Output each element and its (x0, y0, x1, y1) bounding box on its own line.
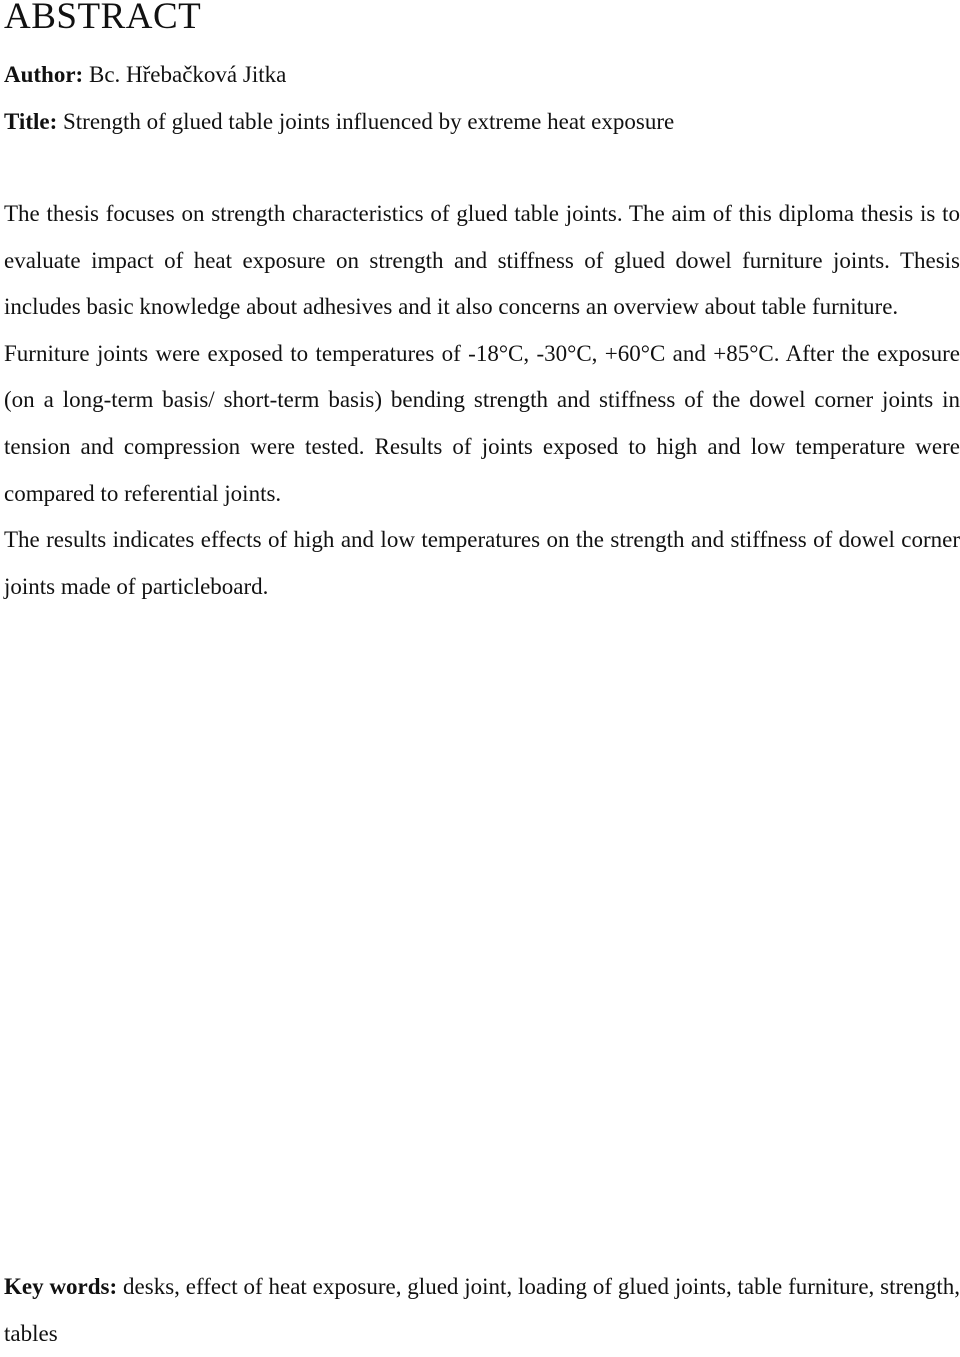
title-label: Title: (4, 109, 58, 134)
keywords-list: desks, effect of heat exposure, glued joint, loading of glued joints, table furniture, strength, tables (4, 1274, 960, 1346)
abstract-paragraph: Furniture joints were exposed to temperatures of -18°C, -30°C, +60°C and +85°C. After the exposure (on a long-term basis/ short-term basis) bending strength and stiffness of the dowel corner joints in tension and compression were tested. Results of joints exposed to high and low temperature were compared to referential joints. (4, 340, 960, 506)
author-name: Bc. Hřebačková Jitka (88, 62, 287, 87)
abstract-heading: ABSTRACT (4, 0, 202, 37)
title-line (4, 107, 674, 137)
keywords-label: Key words: (4, 1274, 118, 1299)
abstract-body (4, 191, 960, 610)
author-label: Author: (4, 62, 84, 87)
thesis-title: Strength of glued table joints influenced by extreme heat exposure (62, 109, 675, 134)
abstract-paragraph: The thesis focuses on strength characteristics of glued table joints. The aim of this diploma thesis is to evaluate impact of heat exposure on strength and stiffness of glued dowel furniture joints. Thesis includes basic knowledge about adhesives and it also concerns an overview about table furniture. (4, 201, 960, 320)
keywords-line (4, 1264, 960, 1357)
abstract-paragraph: The results indicates effects of high and low temperatures on the strength and stiffness of dowel corner joints made of particleboard. (4, 527, 960, 599)
author-line (4, 60, 286, 90)
